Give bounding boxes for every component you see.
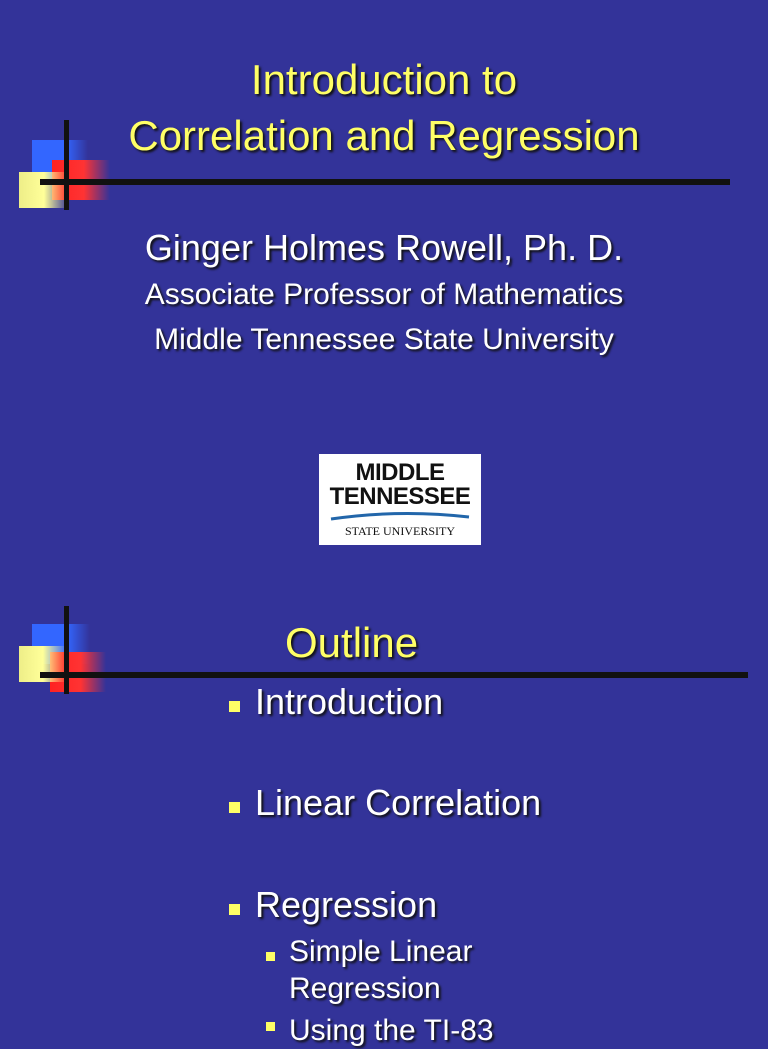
bullet-item: Linear Correlation [255, 782, 542, 823]
author-name: Ginger Holmes Rowell, Ph. D. [144, 227, 624, 268]
logo-text-middle: MIDDLE [355, 459, 445, 486]
bullet-item: Regression [255, 884, 438, 925]
logo-text-tennessee: TENNESSEE [329, 483, 471, 510]
bullet-item: Introduction [255, 681, 444, 722]
bullet-square-icon [229, 904, 240, 915]
outline-slide [0, 590, 768, 1047]
slide-title-line2: Correlation and Regression [128, 112, 640, 159]
sub-bullet-item-continued: Regression [289, 972, 441, 1005]
author-position: Associate Professor of Mathematics [144, 278, 624, 311]
sub-bullet-square-icon [266, 952, 275, 961]
sub-bullet-item: Using the TI-83 [289, 1014, 494, 1047]
sub-bullet-item: Simple Linear [289, 935, 473, 968]
institution-name: Middle Tennessee State University [154, 323, 614, 356]
slide-title-line1: Introduction to [250, 56, 518, 103]
vertical-rule [64, 606, 69, 694]
horizontal-rule [40, 672, 748, 678]
logo-swoosh-icon [329, 511, 471, 521]
university-logo [319, 454, 481, 545]
logo-text-state-university: STATE UNIVERSITY [344, 524, 456, 538]
bullet-square-icon [229, 802, 240, 813]
sub-bullet-square-icon [266, 1022, 275, 1031]
outline-title: Outline [285, 619, 419, 666]
horizontal-rule [40, 179, 730, 185]
bullet-square-icon [229, 701, 240, 712]
yellow-square [19, 172, 69, 208]
